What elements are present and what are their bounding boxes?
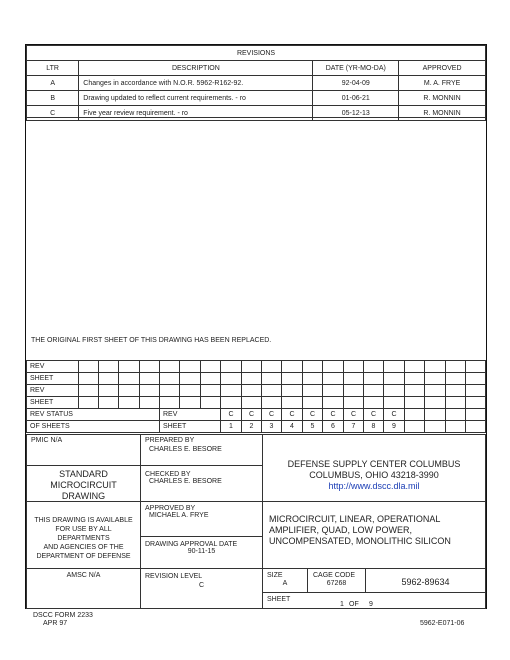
- title-box: [262, 501, 486, 569]
- rev-cell: C: [323, 409, 344, 421]
- standard-line: DRAWING: [61, 491, 106, 501]
- rev-date: 01-06-21: [313, 91, 399, 106]
- rev-cell: C: [364, 409, 384, 421]
- rev-desc: Five year review requirement. - ro: [79, 106, 313, 121]
- revision-level: C: [198, 582, 205, 589]
- agency-box: [262, 434, 486, 502]
- grid-row-label: SHEET: [27, 397, 79, 409]
- standard-line: MICROCIRCUIT: [50, 480, 117, 490]
- pmic-text: PMIC N/A: [31, 437, 63, 444]
- availability-line: AND AGENCIES OF THE: [43, 544, 124, 551]
- sheet-label: SHEET: [160, 421, 221, 433]
- agency-url-link[interactable]: http://www.dscc.dla.mil: [328, 481, 420, 491]
- sheet-cell: 3: [262, 421, 282, 433]
- approved-by: MICHAEL A. FRYE: [149, 512, 209, 519]
- sheet-box: [262, 592, 486, 609]
- title-line: UNCOMPENSATED, MONOLITHIC SILICON: [269, 536, 451, 546]
- revision-level-label: REVISION LEVEL: [145, 573, 203, 580]
- rev-approved: M. A. FRYE: [399, 76, 486, 91]
- availability-line: DEPARTMENT OF DEFENSE: [36, 553, 131, 560]
- amsc-box: [26, 568, 141, 609]
- rev-ltr: A: [27, 76, 79, 91]
- rev-desc: Drawing updated to reflect current requirements. - ro: [79, 91, 313, 106]
- form-date: APR 97: [43, 620, 68, 627]
- rev-ltr: C: [27, 106, 79, 121]
- of-sheets-row: [27, 421, 486, 433]
- rev-approved: R. MONNIN: [399, 91, 486, 106]
- rev-cell: C: [384, 409, 405, 421]
- revisions-title: REVISIONS: [27, 46, 486, 61]
- doc-number: 5962-E071-06: [420, 620, 465, 627]
- size-box: [262, 568, 308, 593]
- rev-status-grid: [26, 360, 486, 433]
- sheet-total: 9: [369, 601, 373, 608]
- rev-date: 92-04-09: [313, 76, 399, 91]
- col-description: DESCRIPTION: [79, 61, 313, 76]
- revision-level-box: [140, 568, 263, 609]
- size-label: SIZE: [267, 572, 283, 579]
- sheet-cell: 7: [344, 421, 364, 433]
- col-approved: APPROVED: [399, 61, 486, 76]
- grid-row: [27, 385, 486, 397]
- rev-status-row: [27, 409, 486, 421]
- rev-status-label: REV STATUS: [27, 409, 160, 421]
- availability-line: DEPARTMENTS: [57, 535, 110, 542]
- sheet-cell: 2: [242, 421, 262, 433]
- pmic-box: [26, 434, 141, 466]
- availability-line: THIS DRAWING IS AVAILABLE: [34, 517, 133, 524]
- agency-line: DEFENSE SUPPLY CENTER COLUMBUS: [287, 459, 461, 469]
- col-ltr: LTR: [27, 61, 79, 76]
- availability-line: FOR USE BY ALL: [55, 526, 112, 533]
- sheet-cell: 1: [221, 421, 242, 433]
- title-line: AMPLIFIER, QUAD, LOW POWER,: [269, 525, 413, 535]
- drawing-number-box: [365, 568, 486, 593]
- standard-box: [26, 465, 141, 502]
- amsc-text: AMSC N/A: [66, 572, 101, 579]
- agency-line: COLUMBUS, OHIO 43218-3990: [309, 470, 439, 480]
- rev-cell: C: [282, 409, 303, 421]
- sheet-number: 1: [340, 601, 344, 608]
- sheet-cell: 5: [303, 421, 323, 433]
- of-sheets-label: OF SHEETS: [27, 421, 160, 433]
- form-number: DSCC FORM 2233: [33, 612, 93, 619]
- rev-cell: C: [303, 409, 323, 421]
- sheet-cell: 6: [323, 421, 344, 433]
- sheet-label: SHEET: [267, 596, 291, 603]
- grid-row-label: REV: [27, 385, 79, 397]
- rev-date: 05-12-13: [313, 106, 399, 121]
- rev-cell: C: [344, 409, 364, 421]
- size-value: A: [282, 580, 288, 587]
- rev-approved: R. MONNIN: [399, 106, 486, 121]
- rev-ltr: B: [27, 91, 79, 106]
- grid-row: [27, 397, 486, 409]
- drawing-number: 5962-89634: [401, 577, 450, 587]
- grid-row-label: REV: [27, 361, 79, 373]
- rev-label: REV: [160, 409, 221, 421]
- sheet-cell: 8: [364, 421, 384, 433]
- standard-line: STANDARD: [59, 469, 108, 479]
- replaced-note: THE ORIGINAL FIRST SHEET OF THIS DRAWING HAS BEEN REPLACED.: [31, 337, 272, 344]
- grid-row-label: SHEET: [27, 373, 79, 385]
- checked-label: CHECKED BY: [145, 471, 191, 478]
- checked-by: CHARLES E. BESORE: [149, 478, 222, 485]
- cage-label: CAGE CODE: [313, 572, 356, 579]
- cage-value: 67268: [326, 580, 347, 587]
- availability-box: [26, 501, 141, 569]
- prepared-by: CHARLES E. BESORE: [149, 446, 222, 453]
- rev-desc: Changes in accordance with N.O.R. 5962-R162-92.: [79, 76, 313, 91]
- revision-row: [27, 106, 486, 121]
- sheet-cell: 4: [282, 421, 303, 433]
- rev-cell: C: [221, 409, 242, 421]
- prepared-label: PREPARED BY: [145, 437, 195, 444]
- grid-row: [27, 373, 486, 385]
- approval-date-box: [140, 536, 263, 569]
- revisions-bottom-rule: [26, 117, 486, 118]
- sheet-cell: 9: [384, 421, 405, 433]
- approval-date: 90-11-15: [187, 548, 216, 555]
- approved-label: APPROVED BY: [145, 505, 196, 512]
- rev-cell: C: [262, 409, 282, 421]
- sheet-of: OF: [349, 601, 359, 608]
- revision-row: [27, 76, 486, 91]
- grid-row: [27, 361, 486, 373]
- rev-cell: C: [242, 409, 262, 421]
- title-line: MICROCIRCUIT, LINEAR, OPERATIONAL: [269, 514, 441, 524]
- checked-box: [140, 465, 263, 502]
- revisions-table: [26, 45, 486, 121]
- prepared-box: [140, 434, 263, 466]
- revision-row: [27, 91, 486, 106]
- col-date: DATE (YR-MO-DA): [313, 61, 399, 76]
- cage-box: [307, 568, 366, 593]
- approved-box: [140, 501, 263, 537]
- approval-date-label: DRAWING APPROVAL DATE: [145, 541, 238, 548]
